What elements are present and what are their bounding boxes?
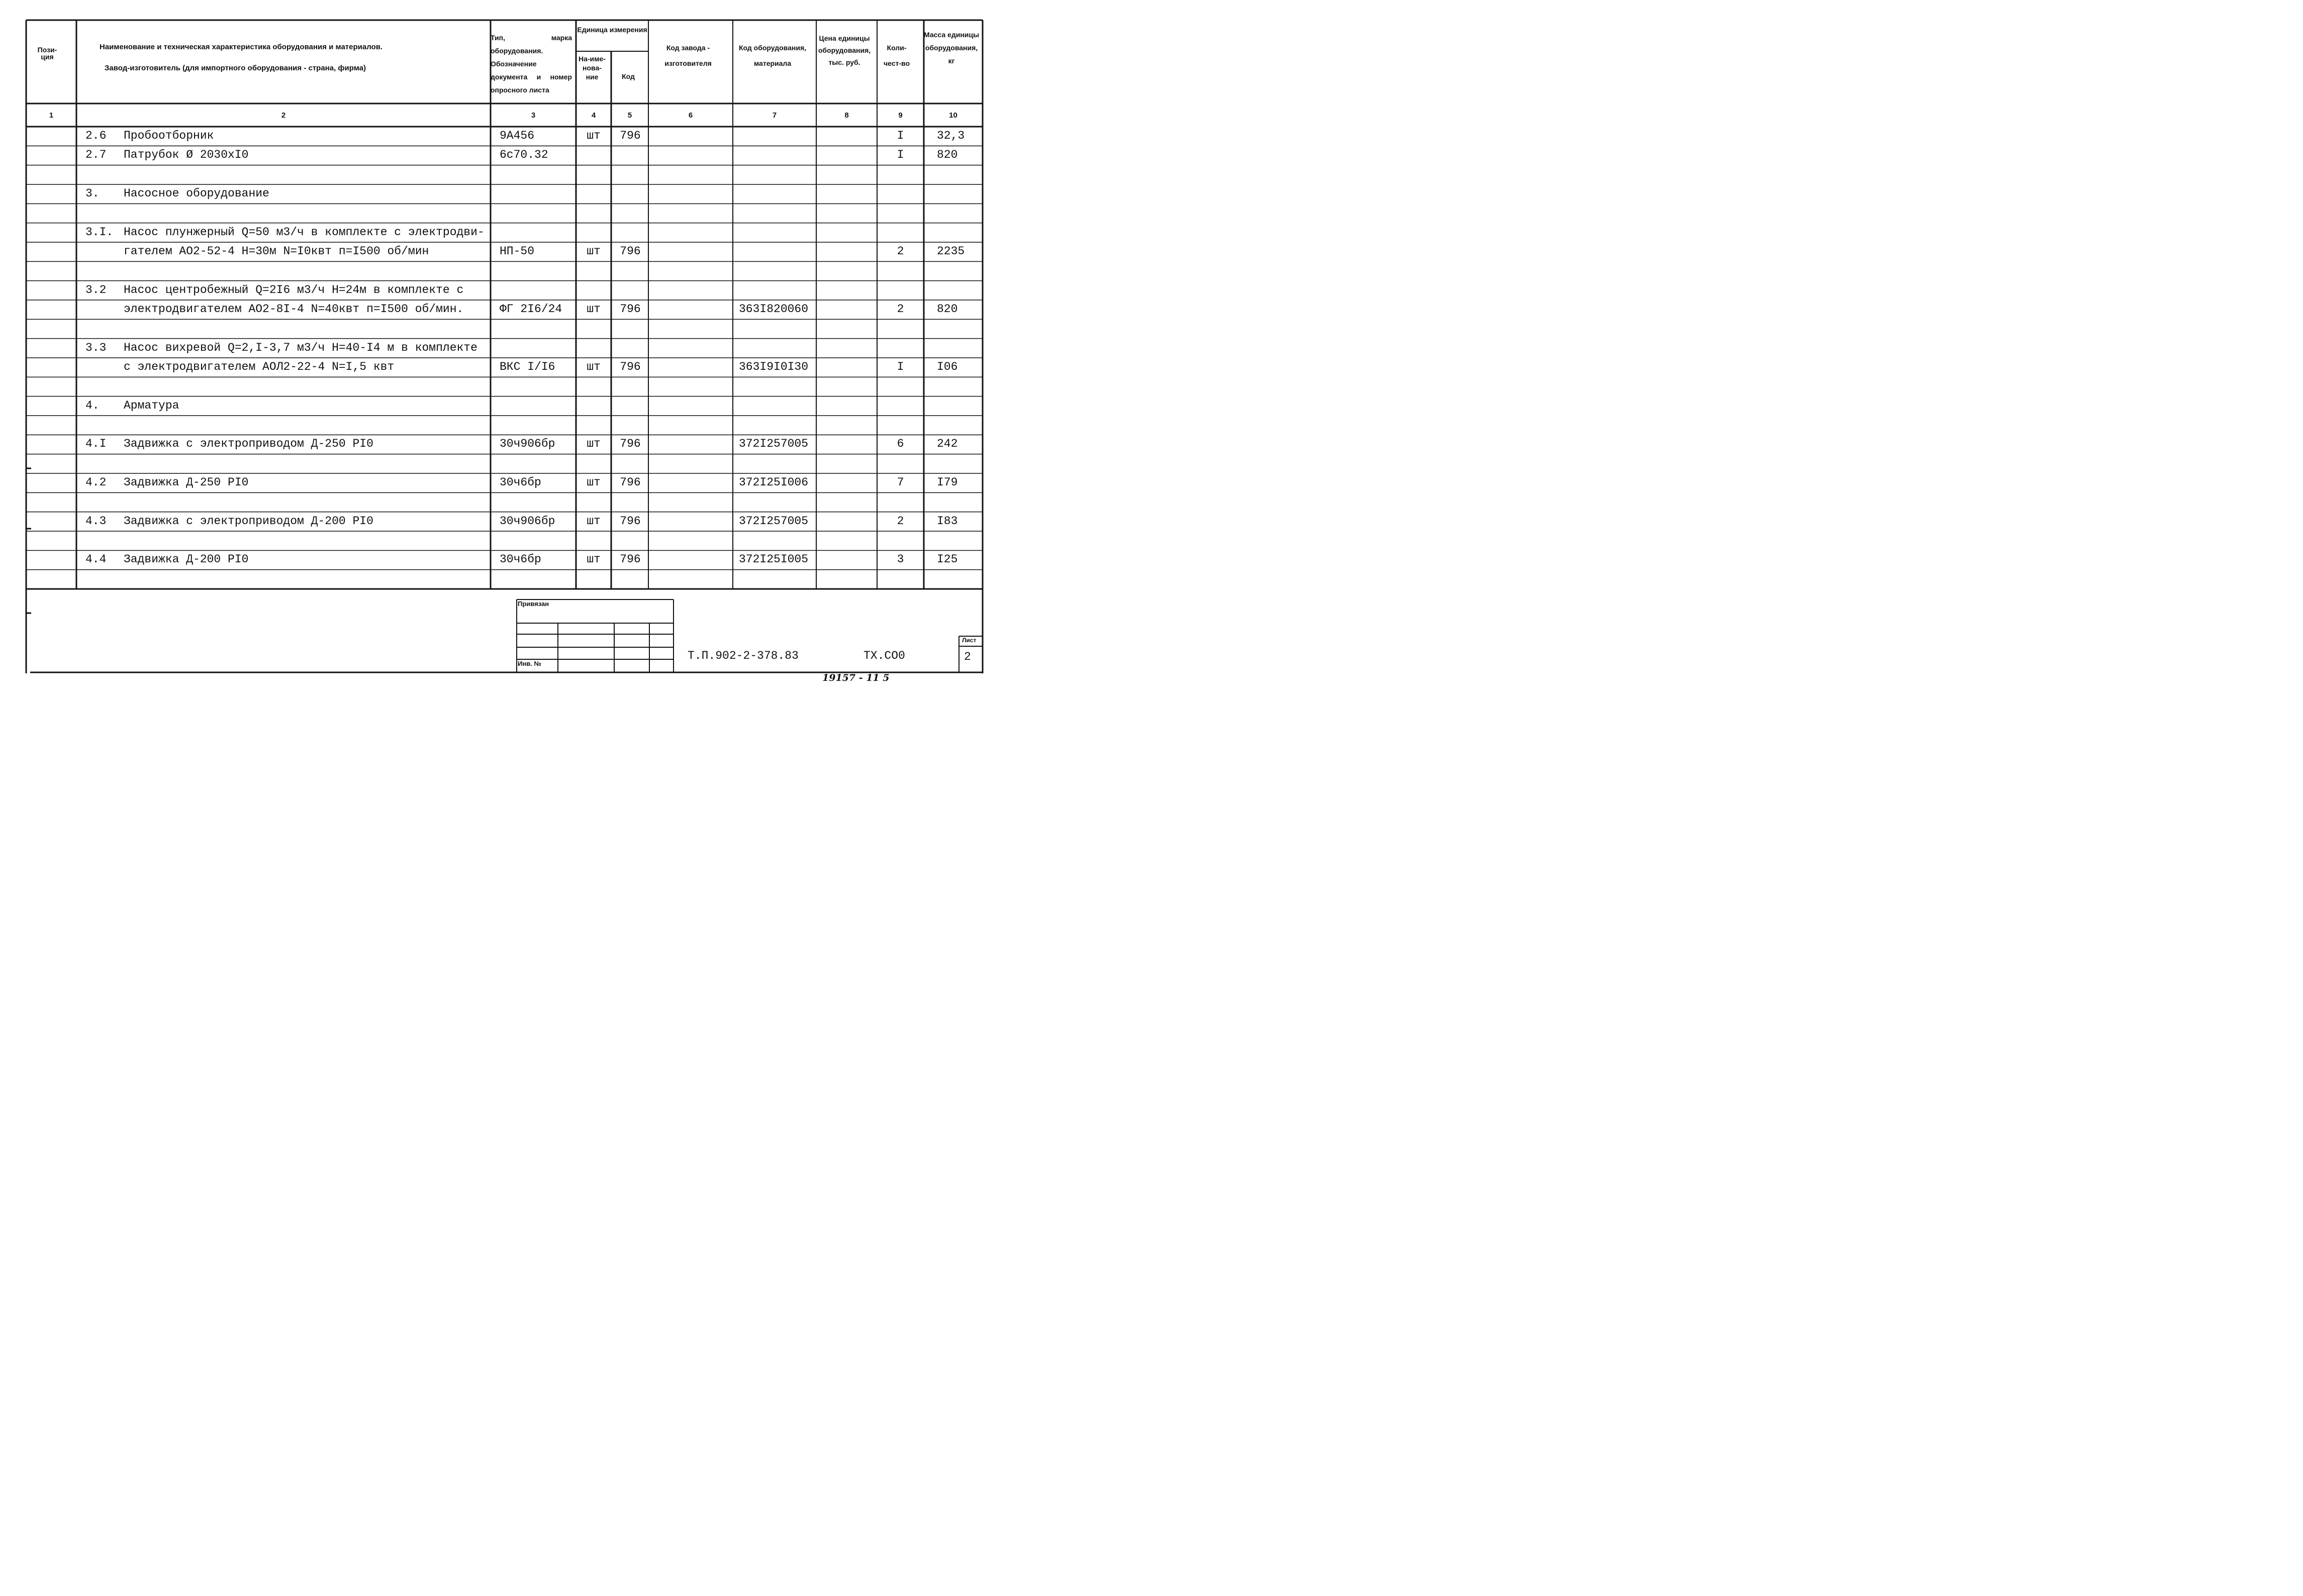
row-position: 3. bbox=[85, 187, 100, 200]
row-quantity: 2 bbox=[897, 303, 904, 316]
row-quantity: I bbox=[897, 148, 904, 162]
column-number: 10 bbox=[949, 111, 957, 120]
row-mass: 820 bbox=[937, 303, 958, 316]
row-equipment-code: 372I257005 bbox=[739, 437, 809, 451]
row-quantity: 2 bbox=[897, 245, 904, 258]
column-number: 5 bbox=[627, 111, 632, 120]
column-number: 1 bbox=[49, 111, 54, 120]
row-unit: шт bbox=[587, 129, 601, 142]
stamp-inv-label: Инв. № bbox=[518, 660, 541, 667]
row-name: Насос центробежный Q=2I6 м3/ч Н=24м в комплекте с bbox=[124, 283, 464, 296]
column-number: 8 bbox=[844, 111, 849, 120]
row-mass: 242 bbox=[937, 437, 958, 451]
header-unit-code: Код bbox=[622, 72, 635, 80]
row-unit-code: 796 bbox=[620, 514, 641, 528]
row-quantity: I bbox=[897, 129, 904, 142]
column-number: 7 bbox=[772, 111, 777, 120]
row-position: 3.I. bbox=[85, 225, 114, 239]
row-unit-code: 796 bbox=[620, 437, 641, 451]
row-equipment-code: 363I9I0I30 bbox=[739, 360, 809, 373]
header-position: Пози-ция bbox=[37, 46, 57, 61]
header-price: Цена единицы оборудования, тыс. руб. bbox=[818, 34, 871, 66]
header-mass: Масса единицы оборудования, кг bbox=[924, 31, 979, 65]
row-name: с электродвигателем АОЛ2-22-4 N=I,5 квт bbox=[124, 360, 395, 373]
row-quantity: I bbox=[897, 360, 904, 373]
row-position: 4.4 bbox=[85, 553, 107, 566]
header-unit-name: На-име-нова-ние bbox=[579, 55, 606, 81]
row-name: Патрубок Ø 2030хI0 bbox=[124, 148, 249, 162]
column-number: 9 bbox=[898, 111, 903, 120]
row-type: НП-50 bbox=[500, 245, 535, 258]
row-name: Задвижка с электроприводом Д-250 РI0 bbox=[124, 437, 373, 451]
header-type: Тип, марка оборудования. Обозначение документа и номер опросного листа bbox=[491, 34, 572, 94]
row-name: Насосное оборудование bbox=[124, 187, 269, 200]
row-name: Задвижка Д-200 РI0 bbox=[124, 553, 249, 566]
row-name: Арматура bbox=[124, 398, 179, 412]
sheet-number: 2 bbox=[964, 650, 971, 663]
row-name: Задвижка Д-250 РI0 bbox=[124, 476, 249, 489]
row-position: 3.3 bbox=[85, 341, 107, 354]
row-name: Задвижка с электроприводом Д-200 РI0 bbox=[124, 514, 373, 528]
row-position: 4.I bbox=[85, 437, 107, 451]
doc-number: Т.П.902-2-378.83 bbox=[688, 649, 799, 662]
header-unit-group: Единица измерения bbox=[577, 26, 647, 34]
row-name: гателем АО2-52-4 Н=30м N=I0квт п=I500 об/мин bbox=[124, 245, 429, 258]
header-name-line1: Наименование и техническая характеристика оборудования и материалов. bbox=[100, 43, 383, 51]
row-name: электродвигателем АО2-8I-4 N=40квт п=I500 об/мин. bbox=[124, 303, 464, 316]
row-type: ФГ 2I6/24 bbox=[500, 303, 562, 316]
row-unit-code: 796 bbox=[620, 360, 641, 373]
row-equipment-code: 372I257005 bbox=[739, 514, 809, 528]
row-type: 30ч6бр bbox=[500, 553, 541, 566]
row-name: Пробоотборник bbox=[124, 129, 214, 142]
row-mass: I79 bbox=[937, 476, 958, 489]
row-position: 4.3 bbox=[85, 514, 107, 528]
row-position: 3.2 bbox=[85, 283, 107, 296]
row-position: 4. bbox=[85, 398, 100, 412]
row-mass: I25 bbox=[937, 553, 958, 566]
row-mass: I83 bbox=[937, 514, 958, 528]
row-unit-code: 796 bbox=[620, 553, 641, 566]
stamp-privyazan-label: Привязан bbox=[518, 600, 549, 608]
row-unit: шт bbox=[587, 514, 601, 528]
row-unit: шт bbox=[587, 245, 601, 258]
row-quantity: 2 bbox=[897, 514, 904, 528]
row-type: ВКС I/I6 bbox=[500, 360, 555, 373]
row-unit: шт bbox=[587, 303, 601, 316]
row-quantity: 6 bbox=[897, 437, 904, 451]
doc-code: ТХ.СО0 bbox=[863, 649, 905, 662]
row-quantity: 7 bbox=[897, 476, 904, 489]
row-unit: шт bbox=[587, 553, 601, 566]
row-mass: I06 bbox=[937, 360, 958, 373]
row-position: 4.2 bbox=[85, 476, 107, 489]
header-equipment-code: Код оборудования, материала bbox=[738, 44, 806, 67]
row-unit-code: 796 bbox=[620, 476, 641, 489]
row-mass: 820 bbox=[937, 148, 958, 162]
row-quantity: 3 bbox=[897, 553, 904, 566]
row-mass: 32,3 bbox=[937, 129, 965, 142]
header-quantity: Коли-чест-во bbox=[883, 44, 910, 67]
row-type: 6с70.32 bbox=[500, 148, 548, 162]
row-unit: шт bbox=[587, 437, 601, 451]
row-position: 2.7 bbox=[85, 148, 107, 162]
column-number: 4 bbox=[591, 111, 596, 120]
row-equipment-code: 363I820060 bbox=[739, 303, 809, 316]
row-unit-code: 796 bbox=[620, 129, 641, 142]
row-name: Насос вихревой Q=2,I-3,7 м3/ч Н=40-I4 м в комплекте bbox=[124, 341, 477, 354]
column-number: 6 bbox=[688, 111, 693, 120]
row-type: 9А456 bbox=[500, 129, 535, 142]
row-unit-code: 796 bbox=[620, 303, 641, 316]
handwritten-archive-number: 19157 - 11 5 bbox=[822, 672, 890, 683]
row-type: 30ч906бр bbox=[500, 514, 555, 528]
document-page bbox=[0, 0, 1005, 696]
header-factory-code: Код завода - изготовителя bbox=[664, 44, 712, 67]
row-equipment-code: 372I25I005 bbox=[739, 553, 809, 566]
row-type: 30ч6бр bbox=[500, 476, 541, 489]
row-unit: шт bbox=[587, 360, 601, 373]
header-name-line2: Завод-изготовитель (для импортного оборудования - страна, фирма) bbox=[105, 64, 366, 72]
row-equipment-code: 372I25I006 bbox=[739, 476, 809, 489]
row-unit-code: 796 bbox=[620, 245, 641, 258]
row-unit: шт bbox=[587, 476, 601, 489]
sheet-label: Лист bbox=[962, 637, 977, 644]
row-name: Насос плунжерный Q=50 м3/ч в комплекте с электродви- bbox=[124, 225, 485, 239]
row-position: 2.6 bbox=[85, 129, 107, 142]
row-type: 30ч906бр bbox=[500, 437, 555, 451]
row-mass: 2235 bbox=[937, 245, 965, 258]
column-number: 2 bbox=[281, 111, 286, 120]
column-number: 3 bbox=[531, 111, 536, 120]
